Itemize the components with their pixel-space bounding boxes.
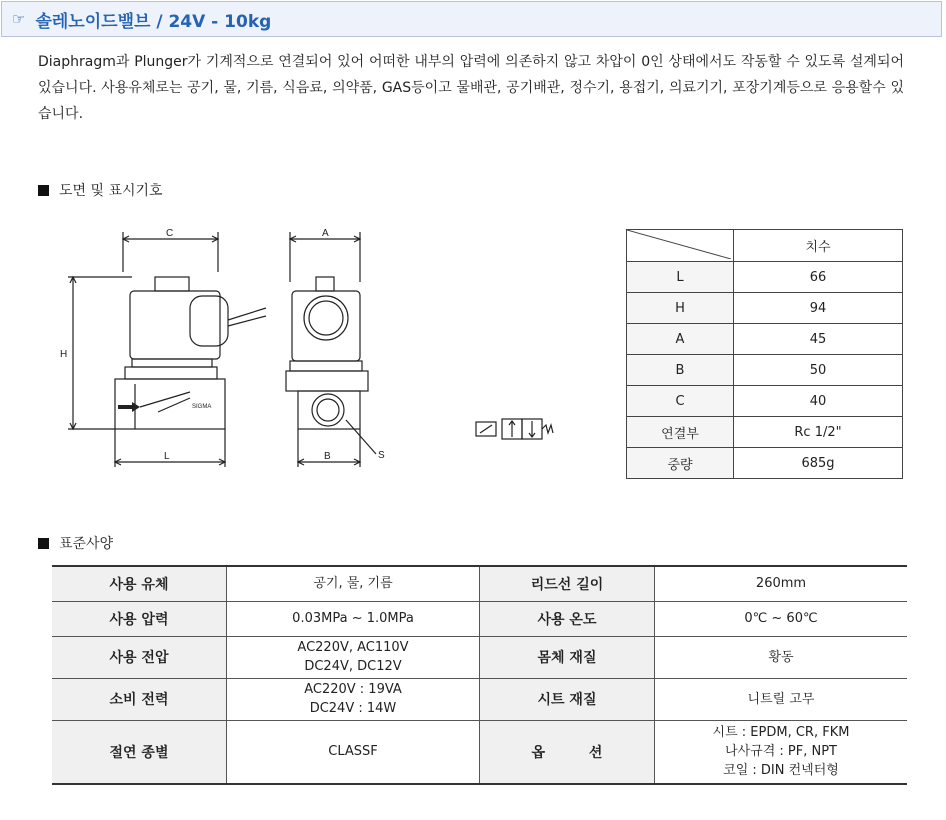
dim-key: A <box>627 324 734 355</box>
dim-key: L <box>627 262 734 293</box>
dim-value: 66 <box>734 262 903 293</box>
dim-key: 연결부 <box>627 417 734 448</box>
spec-label: 리드선 길이 <box>480 566 655 601</box>
dim-value: 45 <box>734 324 903 355</box>
spec-label: 소비 전력 <box>52 678 227 720</box>
dim-key: C <box>627 386 734 417</box>
dim-key: 중량 <box>627 448 734 479</box>
dim-label-b: B <box>324 451 331 462</box>
section-spec-label: 표준사양 <box>59 536 114 552</box>
spec-value: 260mm <box>655 566 908 601</box>
spec-value <box>227 636 480 678</box>
dim-value: Rc 1/2" <box>734 417 903 448</box>
dimension-table <box>626 229 903 479</box>
square-bullet-icon <box>38 538 49 549</box>
spec-value-line: DC24V : 14W <box>309 701 397 716</box>
dimension-table-corner <box>627 230 734 262</box>
spec-value: 니트릴 고무 <box>655 678 908 720</box>
dim-value: 685g <box>734 448 903 479</box>
page-title: 솔레노이드밸브 / 24V - 10kg <box>35 11 272 32</box>
spec-value-line: 시트 : EPDM, CR, FKM <box>712 725 850 741</box>
table-row <box>52 636 907 678</box>
spec-value: CLASSF <box>227 720 480 784</box>
pointing-hand-icon: ☞ <box>12 10 26 28</box>
section-spec-heading <box>38 533 113 553</box>
table-row <box>52 601 907 636</box>
dim-key: B <box>627 355 734 386</box>
title-bar <box>1 1 942 37</box>
spec-value: 0.03MPa ~ 1.0MPa <box>227 601 480 636</box>
table-row <box>52 720 907 784</box>
spec-label: 사용 유체 <box>52 566 227 601</box>
dimension-table-header-row <box>627 230 903 262</box>
spec-value <box>227 678 480 720</box>
valve-technical-drawing <box>40 222 560 472</box>
spec-label: 절연 종별 <box>52 720 227 784</box>
table-row <box>627 355 903 386</box>
square-bullet-icon <box>38 185 49 196</box>
brand-mark: SIGMA <box>192 404 212 410</box>
dim-label-c: C <box>166 228 174 239</box>
table-row <box>627 324 903 355</box>
spec-value: 황동 <box>655 636 908 678</box>
spec-value-line: DC24V, DC12V <box>304 659 402 674</box>
spec-value <box>655 720 908 784</box>
dimension-table-header: 치수 <box>734 230 903 262</box>
spec-label: 시트 재질 <box>480 678 655 720</box>
table-row <box>627 293 903 324</box>
table-row <box>627 262 903 293</box>
dim-label-s: S <box>378 450 385 461</box>
spec-label: 사용 전압 <box>52 636 227 678</box>
spec-label: 몸체 재질 <box>480 636 655 678</box>
spec-value-line: AC220V : 19VA <box>304 682 402 697</box>
product-description: Diaphragm과 Plunger가 기계적으로 연결되어 있어 어떠한 내부의 압력에 의존하지 않고 차압이 0인 상태에서도 작동할 수 있도록 설계되어 있습니다. 사용유체로는 공기, 물, 기름, 식음료, 의약품, GAS등이고 물배관, 공기배관, 정수기, 용접기, 의료기기, 포장기계등으로 응용할수 있습니다. <box>38 54 904 122</box>
dim-value: 50 <box>734 355 903 386</box>
spec-value: 공기, 물, 기름 <box>227 566 480 601</box>
diagonal-line <box>627 230 731 259</box>
spec-label: 사용 압력 <box>52 601 227 636</box>
spec-table <box>52 565 907 785</box>
spec-label: 사용 온도 <box>480 601 655 636</box>
table-row <box>627 417 903 448</box>
spec-label: 옵 션 <box>480 720 655 784</box>
dim-label-l: L <box>164 451 170 462</box>
section-drawing-label: 도면 및 표시기호 <box>59 183 163 199</box>
table-row <box>627 448 903 479</box>
table-row <box>627 386 903 417</box>
table-row <box>52 566 907 601</box>
spec-value-line: 코일 : DIN 컨넥터형 <box>723 763 839 779</box>
spec-value: 0℃ ~ 60℃ <box>655 601 908 636</box>
dim-label-h: H <box>60 349 68 360</box>
spec-value-line: 나사규격 : PF, NPT <box>725 744 837 760</box>
dim-key: H <box>627 293 734 324</box>
section-drawing-heading <box>38 180 163 200</box>
spec-value-line: AC220V, AC110V <box>297 640 409 655</box>
dim-value: 94 <box>734 293 903 324</box>
dim-value: 40 <box>734 386 903 417</box>
table-row <box>52 678 907 720</box>
dim-label-a: A <box>322 228 329 239</box>
